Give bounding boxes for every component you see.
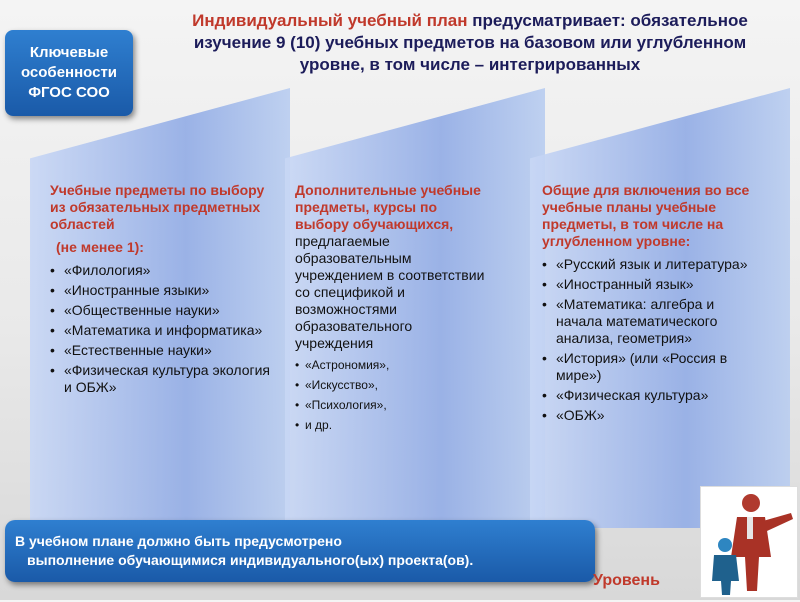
- list-item: • «Русский язык и литература»: [542, 256, 752, 273]
- list-item: • и др.: [295, 418, 485, 433]
- list-item: • «Искусство»,: [295, 378, 485, 393]
- list-item: • «Естественные науки»: [50, 342, 275, 359]
- column-2-list: [295, 358, 485, 433]
- list-item: • «Иностранные языки»: [50, 282, 275, 299]
- title-line2: изучение 9 (10) учебных предметов на базовом или углубленном: [193, 33, 747, 52]
- column-elective-subjects: [50, 182, 275, 399]
- column-3-heading: Общие для включения во все учебные планы учебные предметы, в том числе на углубленном уровне:: [542, 182, 750, 249]
- list-item: • «История» (или «Россия в мире»): [542, 350, 752, 384]
- businessmen-illustration-icon: [700, 486, 798, 598]
- list-item: • «Филология»: [50, 262, 275, 279]
- list-item: • «Математика: алгебра и начала математического анализа, геометрия»: [542, 296, 752, 347]
- level-label: Уровень: [593, 572, 660, 589]
- project-requirement-banner: [5, 520, 595, 582]
- column-2-heading: Дополнительные учебные предметы, курсы по выбору обучающихся,: [295, 182, 481, 232]
- list-item: • «Иностранный язык»: [542, 276, 752, 293]
- column-common-subjects: [542, 182, 752, 427]
- list-item: • «Физическая культура»: [542, 387, 752, 404]
- title-line3: уровне, в том числе – интегрированных: [299, 55, 641, 74]
- list-item: • «Физическая культура экология и ОБЖ»: [50, 362, 275, 396]
- list-item: • «Психология»,: [295, 398, 485, 413]
- banner-line1: В учебном плане должно быть предусмотрено: [15, 533, 342, 549]
- list-item: • «Общественные науки»: [50, 302, 275, 319]
- title-accent: Индивидуальный учебный план: [192, 11, 468, 30]
- list-item: • «Астрономия»,: [295, 358, 485, 373]
- column-additional-subjects: [295, 182, 485, 438]
- column-3-list: [542, 256, 752, 424]
- list-item: • «Математика и информатика»: [50, 322, 275, 339]
- title-line1-rest: предусматривает: обязательное: [467, 11, 748, 30]
- banner-line2: выполнение обучающимися индивидуального(ых) проекта(ов).: [27, 552, 474, 568]
- column-1-list: [50, 262, 275, 396]
- column-2-body: предлагаемые образовательным учреждением в соответствии со спецификой и возможностями образовательного учреждения: [295, 233, 485, 351]
- slide-title: [140, 10, 800, 76]
- key-features-badge: Ключевые особенности ФГОС СОО: [5, 30, 133, 116]
- column-1-heading: Учебные предметы по выбору из обязательных предметных областей: [50, 182, 265, 232]
- column-1-subheading: (не менее 1):: [56, 239, 144, 255]
- list-item: • «ОБЖ»: [542, 407, 752, 424]
